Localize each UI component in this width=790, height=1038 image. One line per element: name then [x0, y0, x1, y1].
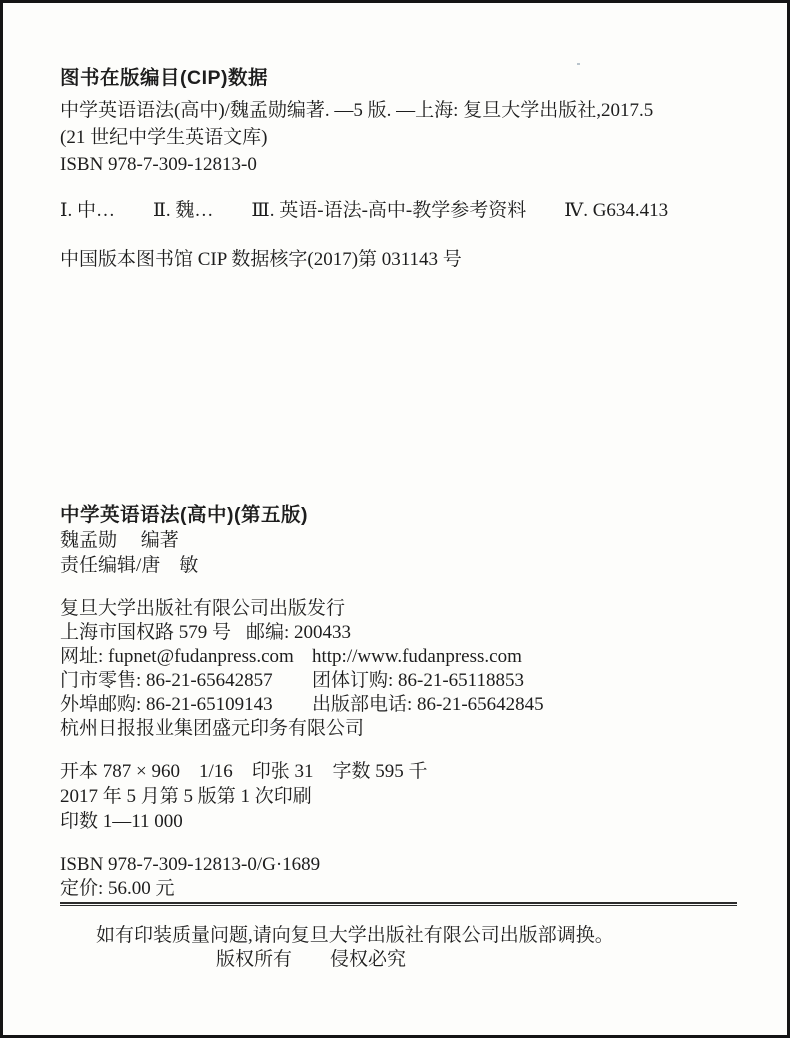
book-editor: 责任编辑/唐 敏 — [60, 555, 199, 576]
publisher-email: 网址: fupnet@fudanpress.com — [60, 646, 294, 667]
cip-description-line: 中学英语语法(高中)/魏孟勋编著. —5 版. —上海: 复旦大学出版社,2017.5 — [60, 100, 654, 121]
book-title: 中学英语语法(高中)(第五版) — [60, 504, 308, 526]
cip-series-line: (21 世纪中学生英语文库) — [60, 127, 268, 148]
printer-row — [60, 717, 544, 741]
publisher-block — [60, 597, 544, 741]
retail-phone: 门市零售: 86-21-65642857 — [60, 670, 273, 691]
print-run-line: 印数 1—11 000 — [60, 811, 183, 832]
publisher-address-row — [60, 621, 544, 645]
publisher-website: http://www.fudanpress.com — [312, 646, 522, 667]
isbn-price-block — [60, 853, 320, 901]
quality-notice: 如有印装质量问题,请向复旦大学出版社有限公司出版部调换。 — [96, 925, 614, 946]
group-order-phone: 团体订购: 86-21-65118853 — [312, 670, 524, 691]
cip-classification: Ⅰ. 中… Ⅱ. 魏… Ⅲ. 英语-语法-高中-教学参考资料 Ⅳ. G634.413 — [60, 200, 669, 221]
cip-isbn-line: ISBN 978-7-309-12813-0 — [60, 154, 257, 175]
publisher-retail-row — [60, 669, 544, 693]
cip-record-number: 中国版本图书馆 CIP 数据核字(2017)第 031143 号 — [60, 249, 462, 270]
publishing-dept-phone: 出版部电话: 86-21-65642845 — [312, 694, 544, 715]
isbn-full: ISBN 978-7-309-12813-0/G·1689 — [60, 854, 321, 875]
copyright-notice: 版权所有 侵权必究 — [216, 949, 407, 970]
publisher-postcode: 邮编: 200433 — [246, 622, 352, 643]
divider-rule — [60, 902, 737, 906]
mail-order-phone: 外埠邮购: 86-21-65109143 — [60, 694, 273, 715]
cip-description — [60, 97, 653, 178]
publisher-web-row — [60, 645, 544, 669]
price: 定价: 56.00 元 — [60, 878, 175, 899]
publisher-name: 复旦大学出版社有限公司出版发行 — [60, 598, 346, 619]
book-author: 魏孟勋 编著 — [60, 530, 179, 551]
printing-block — [60, 759, 428, 834]
publisher-address: 上海市国权路 579 号 — [60, 622, 232, 643]
printer-name: 杭州日报报业集团盛元印务有限公司 — [60, 718, 365, 739]
publisher-name-row — [60, 597, 544, 621]
edition-line: 2017 年 5 月第 5 版第 1 次印刷 — [60, 786, 312, 807]
scan-speck — [577, 63, 580, 65]
cip-heading: 图书在版编目(CIP)数据 — [60, 67, 268, 89]
format-line: 开本 787 × 960 1/16 印张 31 字数 595 千 — [60, 761, 428, 782]
publisher-mailorder-row — [60, 693, 544, 717]
